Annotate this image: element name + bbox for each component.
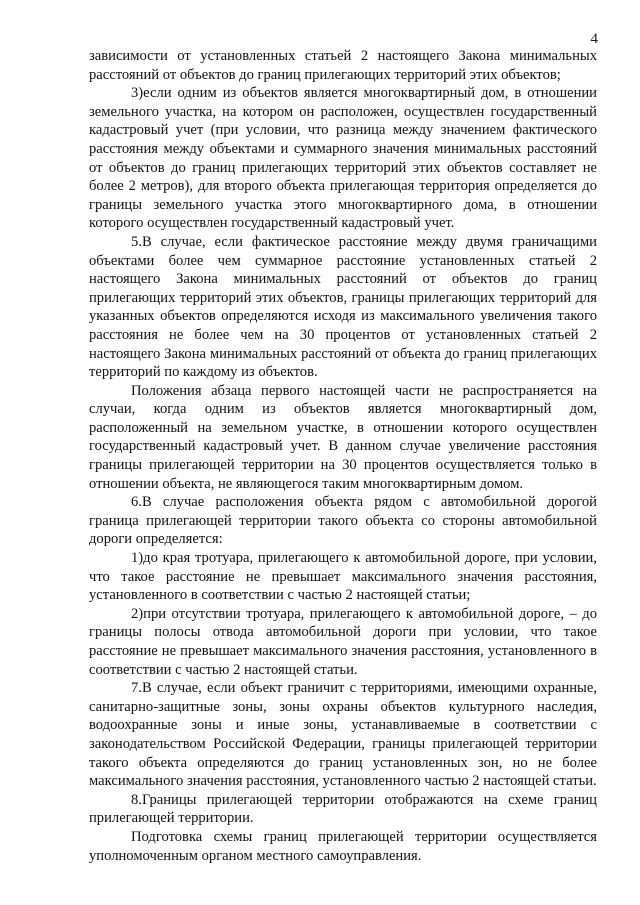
- document-body: [89, 47, 597, 865]
- paragraph-section-6: 6.В случае расположения объекта рядом с автомобильной дорогой граница прилегающей территории такого объекта со стороны автомобильной дороги определяется:: [89, 494, 597, 548]
- page-number: 4: [590, 31, 598, 47]
- paragraph-item-3: 3)если одним из объектов является многоквартирный дом, в отношении земельного участка, на котором он расположен, осуществлен государственный кадастровый учет (при условии, что разница между значением фактического расстояния между объектами и суммарного значения минимальных расстояний от объектов до границ прилегающих территорий этих объектов составляет не более 2 метров), для второго объекта прилегающая территория определяется до границы земельного участка этого многоквартирного дома, в отношении которого осуществлен государственный кадастровый учет.: [89, 85, 597, 232]
- paragraph-section-8: 8.Границы прилегающей территории отображаются на схеме границ прилегающей территории.: [89, 791, 597, 827]
- paragraph-continuation: зависимости от установленных статьей 2 настоящего Закона минимальных расстояний от объектов до границ прилегающих территорий этих объектов;: [89, 48, 597, 83]
- paragraph-section-6-item-2: 2)при отсутствии тротуара, прилегающего к автомобильной дороге, – до границы полосы отвода автомобильной дороги при условии, что такое расстояние не превышает максимального значения расстояния, установленного в соответствии с частью 2 настоящей статьи.: [89, 605, 597, 678]
- paragraph-section-5: 5.В случае, если фактическое расстояние между двумя граничащими объектами более чем суммарное расстояние установленных статьей 2 настоящего Закона минимальных расстояний от объектов до границ прилегающих территорий этих объектов, границы прилегающих территорий для указанных объектов определяются исходя из максимального увеличения такого расстояния не более чем на 30 процентов от установленных статьей 2 настоящего Закона минимальных расстояний от объекта до границ прилегающих территорий по каждому из объектов.: [89, 233, 597, 381]
- paragraph-section-5-provision: Положения абзаца первого настоящей части не распространяется на случаи, когда одним из объектов является многоквартирный дом, расположенный на земельном участке, в отношении которого осуществлен государственный кадастровый учет. В данном случае увеличение расстояния границы прилегающей территории на 30 процентов осуществляется только в отношении объекта, не являющегося таким многоквартирным домом.: [89, 382, 597, 492]
- paragraph-section-7: 7.В случае, если объект граничит с территориями, имеющими охранные, санитарно-защитные зоны, зоны охраны объектов культурного наследия, водоохранные зоны и иные зоны, устанавливаемые в соответствии с законодательством Российской Федерации, границы прилегающей территории такого объекта определяются до границ установленных зон, но не более максимального значения расстояния, установленного частью 2 настоящей статьи.: [89, 680, 597, 790]
- paragraph-section-6-item-1: 1)до края тротуара, прилегающего к автомобильной дороге, при условии, что такое расстояние не превышает максимального значения расстояния, установленного в соответствии с частью 2 настоящей статьи;: [89, 550, 597, 604]
- paragraph-preparation: Подготовка схемы границ прилегающей территории осуществляется уполномоченным органом местного самоуправления.: [89, 828, 597, 864]
